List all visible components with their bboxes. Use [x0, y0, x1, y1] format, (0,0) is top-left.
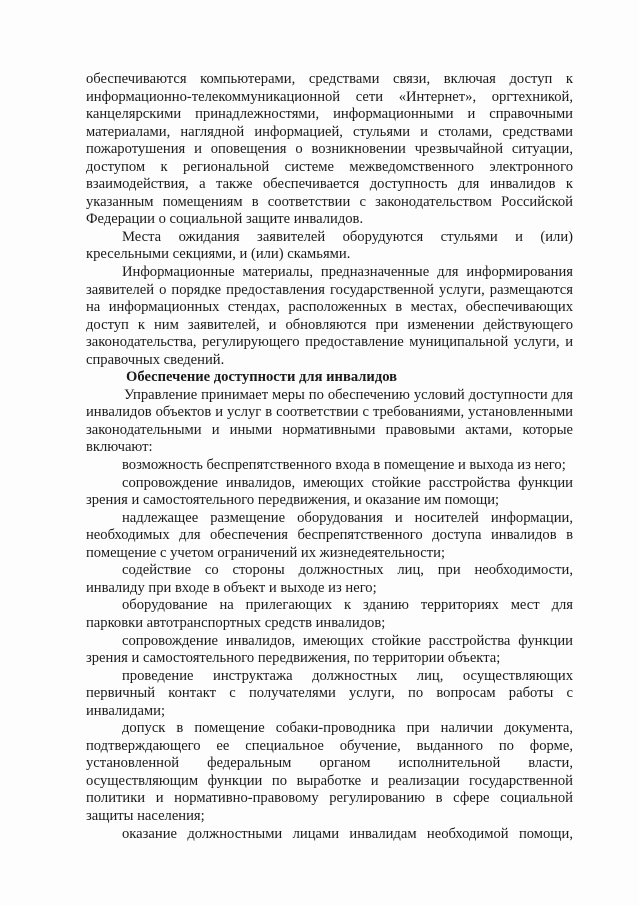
document-body	[86, 71, 573, 843]
list-item: надлежащее размещение оборудования и носителей информации, необходимых для обеспечения беспрепятственного доступа инвалидов в помещение с учетом ограничений их жизнедеятельности;	[86, 509, 573, 561]
list-item: содействие со стороны должностных лиц, при необходимости, инвалиду при входе в объект и выходе из него;	[86, 562, 573, 596]
list-item: проведение инструктажа должностных лиц, осуществляющих первичный контакт с получателями услуги, по вопросам работы с инвалидами;	[86, 667, 573, 719]
list-item: оказание должностными лицами инвалидам необходимой помощи,	[122, 825, 573, 842]
list-item: сопровождение инвалидов, имеющих стойкие расстройства функции зрения и самостоятельного передвижения, и оказание им помощи;	[86, 474, 573, 509]
list-item: возможность беспрепятственного входа в помещение и выхода из него;	[122, 457, 566, 474]
paragraph-intro: Управление принимает меры по обеспечению условий доступности для инвалидов объектов и услуг в соответствии с требованиями, установленными законодательными и иными нормативными правовыми актами, которые включают:	[86, 386, 573, 456]
list-item: допуск в помещение собаки-проводника при наличии документа, подтверждающего ее специальное обучение, выданного по форме, установленной федеральным органом исполнительной власти, осуществляющим функции по выработке и реализации государственной политики и нормативно-правовому регулированию в сфере социальной защиты населения;	[86, 720, 573, 824]
section-heading: Обеспечение доступности для инвалидов	[126, 369, 398, 386]
paragraph-waiting-places: Места ожидания заявителей оборудуются стульями и (или) кресельными секциями, и (или) скамьями.	[86, 228, 573, 263]
list-item: сопровождение инвалидов, имеющих стойкие расстройства функции зрения и самостоятельного передвижения, по территории объекта;	[86, 632, 573, 667]
paragraph-information-materials: Информационные материалы, предназначенные для информирования заявителей о порядке предоставления государственной услуги, размещаются на информационных стендах, расположенных в местах, обеспечивающих доступ к ним заявителей, и обновляются при изменении действующего законодательства, регулирующего предоставление муниципальной услуги, и справочных сведений.	[86, 264, 573, 368]
list-item: оборудование на прилегающих к зданию территориях мест для парковки автотранспортных средств инвалидов;	[86, 597, 573, 631]
paragraph-room-equipment: обеспечиваются компьютерами, средствами связи, включая доступ к информационно-телекоммуникационной сети «Интернет», оргтехникой, канцелярскими принадлежностями, информационными и справочными материалами, наглядной информацией, стульями и столами, средствами пожаротушения и оповещения о возникновении чрезвычайной ситуации, доступом к региональной системе межведомственного электронного взаимодействия, а также обеспечивается доступность для инвалидов к указанным помещениям в соответствии с законодательством Российской Федерации о социальной защите инвалидов.	[86, 71, 573, 228]
